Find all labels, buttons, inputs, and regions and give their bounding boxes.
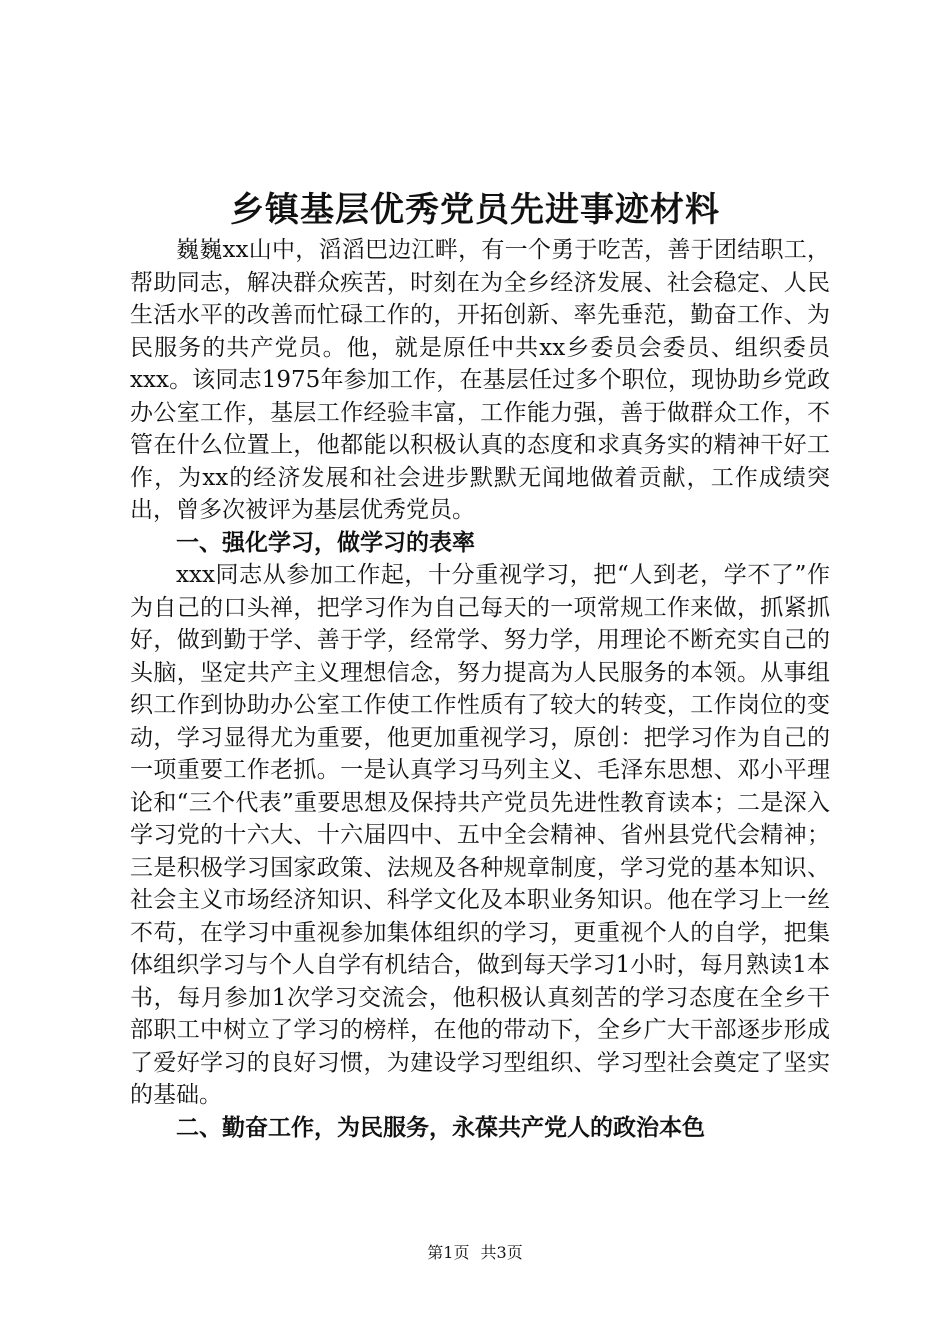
document-body — [130, 234, 830, 1144]
section-heading-2: 二、勤奋工作，为民服务，永葆共产党人的政治本色 — [176, 1114, 705, 1141]
section-heading-1: 一、强化学习，做学习的表率 — [176, 529, 475, 556]
intro-paragraph: 巍巍xx山中，滔滔巴边江畔，有一个勇于吃苦，善于团结职工，帮助同志，解决群众疾苦，时刻在为全乡经济发展、社会稳定、人民生活水平的改善而忙碌工作的，开拓创新、率先垂范，勤奋工作、为民服务的共产党员。他，就是原任中共xx乡委员会委员、组织委员xxx。该同志1975年参加工作，在基层任过多个职位，现协助乡党政办公室工作，基层工作经验丰富，工作能力强，善于做群众工作，不管在什么位置上，他都能以积极认真的态度和求真务实的精神干好工作，为xx的经济发展和社会进步默默无闻地做着贡献，工作成绩突出，曾多次被评为基层优秀党员。 — [130, 237, 830, 523]
page-total: 共3页 — [480, 1243, 523, 1262]
page-number: 第1页 — [427, 1243, 470, 1262]
section-1-paragraph: xxx同志从参加工作起，十分重视学习，把“人到老，学不了”作为自己的口头禅，把学习作为自己每天的一项常规工作来做，抓紧抓好，做到勤于学、善于学，经常学、努力学，用理论不断充实自己的头脑，坚定共产主义理想信念，努力提高为人民服务的本领。从事组织工作到协助办公室工作使工作性质有了较大的转变，工作岗位的变动，学习显得尤为重要，他更加重视学习，原创：把学习作为自己的一项重要工作老抓。一是认真学习马列主义、毛泽东思想、邓小平理论和“三个代表”重要思想及保持共产党员先进性教育读本；二是深入学习党的十六大、十六届四中、五中全会精神、省州县党代会精神；三是积极学习国家政策、法规及各种规章制度，学习党的基本知识、社会主义市场经济知识、科学文化及本职业务知识。他在学习上一丝不苟，在学习中重视参加集体组织的学习，更重视个人的自学，把集体组织学习与个人自学有机结合，做到每天学习1小时，每月熟读1本书，每月参加1次学习交流会，他积极认真刻苦的学习态度在全乡干部职工中树立了学习的榜样，在他的带动下，全乡广大干部逐步形成了爱好学习的良好习惯，为建设学习型组织、学习型社会奠定了坚实的基础。 — [130, 562, 830, 1108]
document-title: 乡镇基层优秀党员先进事迹材料 — [230, 190, 720, 230]
page-footer — [0, 1243, 950, 1263]
